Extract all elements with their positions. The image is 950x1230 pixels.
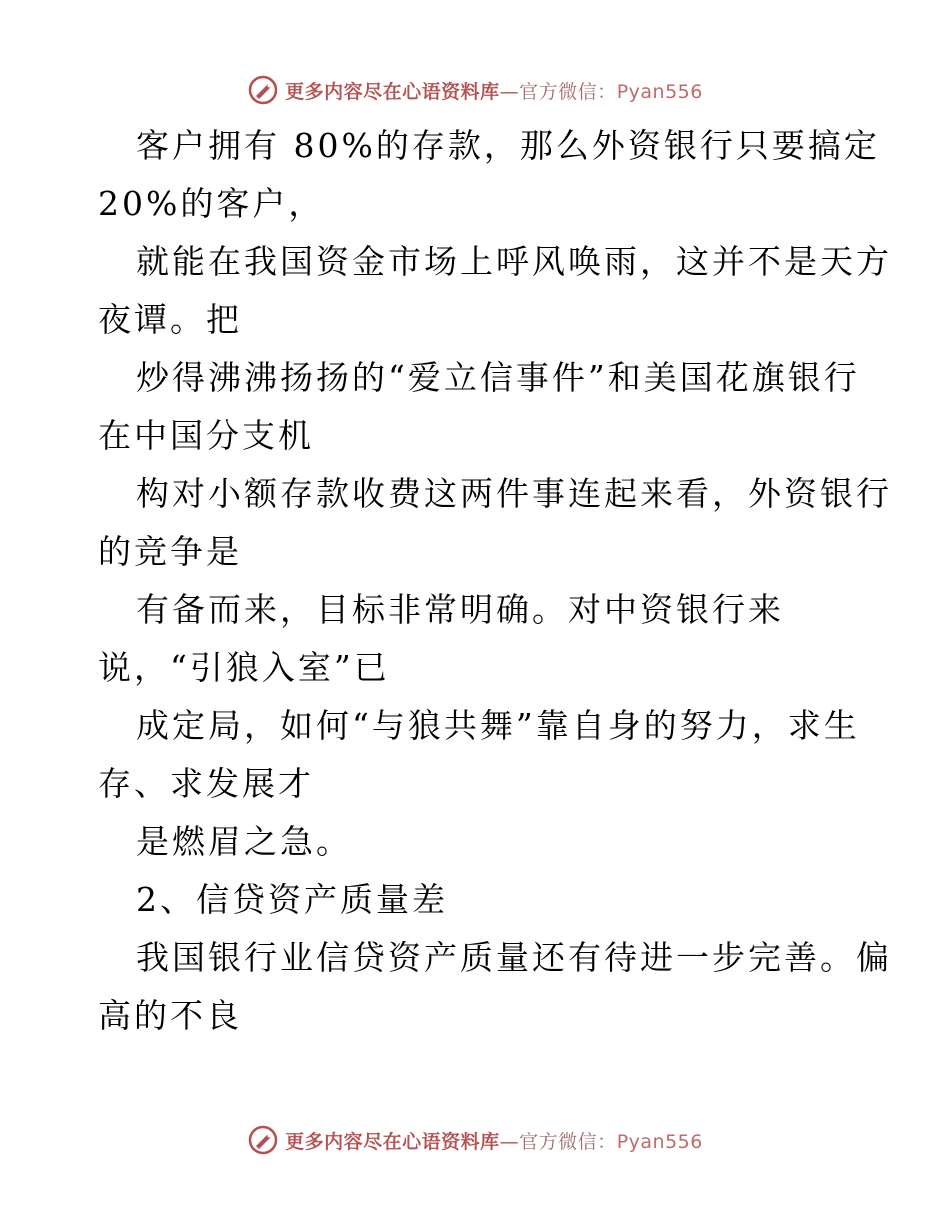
watermark-label: 官方微信： bbox=[519, 1130, 617, 1153]
header-watermark bbox=[0, 70, 950, 110]
watermark-text bbox=[285, 1127, 703, 1154]
watermark-separator: — bbox=[499, 1130, 520, 1153]
text-line: 20%的客户， bbox=[98, 184, 325, 223]
watermark-separator: — bbox=[499, 80, 520, 103]
pen-logo-icon bbox=[247, 1124, 279, 1156]
watermark-id: Pyan556 bbox=[616, 1130, 703, 1153]
section-heading: 2、信贷资产质量差 bbox=[136, 880, 448, 919]
text-line: 客户拥有 80%的存款，那么外资银行只要搞定 bbox=[136, 126, 880, 165]
text-line: 我国银行业信贷资产质量还有待进一步完善。偏 bbox=[136, 938, 892, 977]
text-line: 说，“引狼入室”已 bbox=[98, 648, 390, 687]
pen-logo-icon bbox=[247, 74, 279, 106]
watermark-brand: 更多内容尽在心语资料库 bbox=[285, 80, 500, 103]
text-line: 的竞争是 bbox=[98, 532, 242, 571]
watermark-brand: 更多内容尽在心语资料库 bbox=[285, 1130, 500, 1153]
watermark-text bbox=[285, 77, 703, 104]
footer-watermark bbox=[0, 1120, 950, 1160]
text-line: 是燃眉之急。 bbox=[136, 822, 352, 861]
document-body bbox=[98, 117, 892, 1045]
watermark-id: Pyan556 bbox=[616, 80, 703, 103]
text-line: 在中国分支机 bbox=[98, 416, 314, 455]
text-line: 高的不良 bbox=[98, 996, 242, 1035]
text-line: 存、求发展才 bbox=[98, 764, 314, 803]
text-line: 就能在我国资金市场上呼风唤雨，这并不是天方 bbox=[136, 242, 892, 281]
text-line: 有备而来，目标非常明确。对中资银行来 bbox=[136, 590, 784, 629]
text-line: 构对小额存款收费这两件事连起来看，外资银行 bbox=[136, 474, 892, 513]
text-line: 成定局，如何“与狼共舞”靠自身的努力，求生 bbox=[136, 706, 860, 745]
text-line: 炒得沸沸扬扬的“爱立信事件”和美国花旗银行 bbox=[136, 358, 860, 397]
watermark-label: 官方微信： bbox=[519, 80, 617, 103]
text-line: 夜谭。把 bbox=[98, 300, 242, 339]
